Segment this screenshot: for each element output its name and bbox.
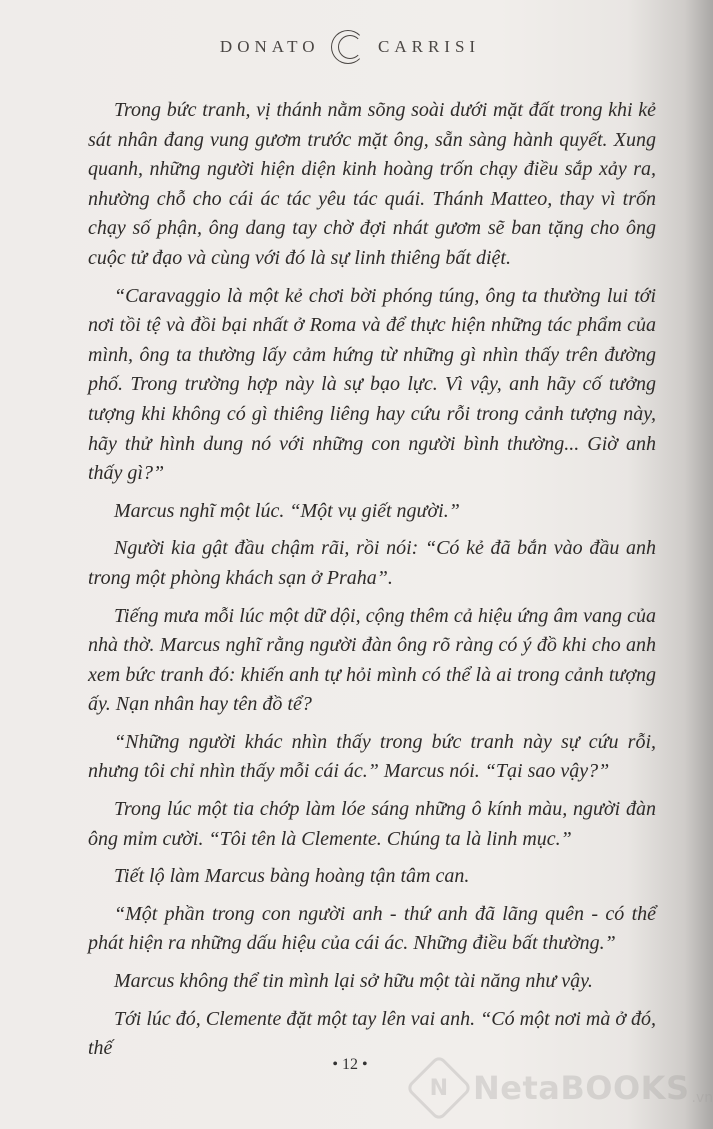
watermark-text: NetaBOOKS: [473, 1069, 690, 1107]
running-header: [0, 30, 700, 66]
page-number: • 12 •: [332, 1056, 368, 1073]
body-text: [88, 96, 656, 1072]
paragraph: “Những người khác nhìn thấy trong bức tranh này sự cứu rỗi, nhưng tôi chỉ nhìn thấy mỗi cái ác.” Marcus nói. “Tại sao vậy?”: [88, 730, 656, 783]
watermark: [415, 1064, 713, 1112]
header-author-last: CARRISI: [378, 36, 481, 56]
paragraph: Marcus không thể tin mình lại sở hữu một tài năng như vậy.: [114, 970, 593, 993]
author-logo-icon: [331, 30, 367, 66]
netabooks-logo-icon: N: [405, 1054, 473, 1122]
paragraph: Tiết lộ làm Marcus bàng hoàng tận tâm can.: [114, 865, 470, 888]
paragraph: Người kia gật đầu chậm rãi, rồi nói: “Có kẻ đã bắn vào đầu anh trong một phòng khách sạn ở Praha”.: [88, 537, 656, 589]
paragraph: Trong lúc một tia chớp làm lóe sáng những ô kính màu, người đàn ông mỉm cười. “Tôi tên là Clemente. Chúng ta là linh mục.”: [88, 798, 656, 850]
paragraph: Trong bức tranh, vị thánh nằm sõng soài dưới mặt đất trong khi kẻ sát nhân đang vung gươm trước mặt ông, sẵn sàng hành quyết. Xung quanh, những người hiện diện kinh hoàng trốn chạy điều sắp xảy ra, nhường chỗ cho cái ác tác yêu tác quái. Thánh Matteo, thay vì trốn chạy số phận, ông dang tay chờ đợi nhát gươm sẽ ban tặng cho ông cuộc tử đạo và cùng với đó là sự linh thiêng bất diệt.: [88, 99, 656, 269]
header-author-first: DONATO: [219, 36, 320, 56]
paragraph: “Một phần trong con người anh - thứ anh đã lãng quên - có thể phát hiện ra những dấu hiệu của cái ác. Những điều bất thường.”: [88, 902, 656, 955]
paragraph: “Caravaggio là một kẻ chơi bời phóng túng, ông ta thường lui tới nơi tồi tệ và đồi bại nhất ở Roma và để thực hiện những tác phẩm của mình, ông ta thường lấy cảm hứng từ những gì nhìn thấy trên đường phố. Trong trường hợp này là sự bạo lực. Vì vậy, anh hãy cố tưởng tượng khi không có gì thiêng liêng hay cứu rỗi trong cảnh tượng này, hãy thử hình dung nó với những con người bình thường... Giờ anh thấy gì?”: [88, 284, 656, 485]
paragraph: Marcus nghĩ một lúc. “Một vụ giết người.”: [114, 499, 460, 522]
paragraph: Tới lúc đó, Clemente đặt một tay lên vai anh. “Có một nơi mà ở đó, thế: [88, 1007, 656, 1060]
watermark-suffix: .vn: [691, 1090, 713, 1106]
paragraph: Tiếng mưa mỗi lúc một dữ dội, cộng thêm cả hiệu ứng âm vang của nhà thờ. Marcus nghĩ rằng người đàn ông rõ ràng có ý đồ khi cho anh xem bức tranh đó: khiến anh tự hỏi mình có thể là ai trong cảnh tượng ấy. Nạn nhân hay tên đồ tể?: [88, 604, 656, 716]
